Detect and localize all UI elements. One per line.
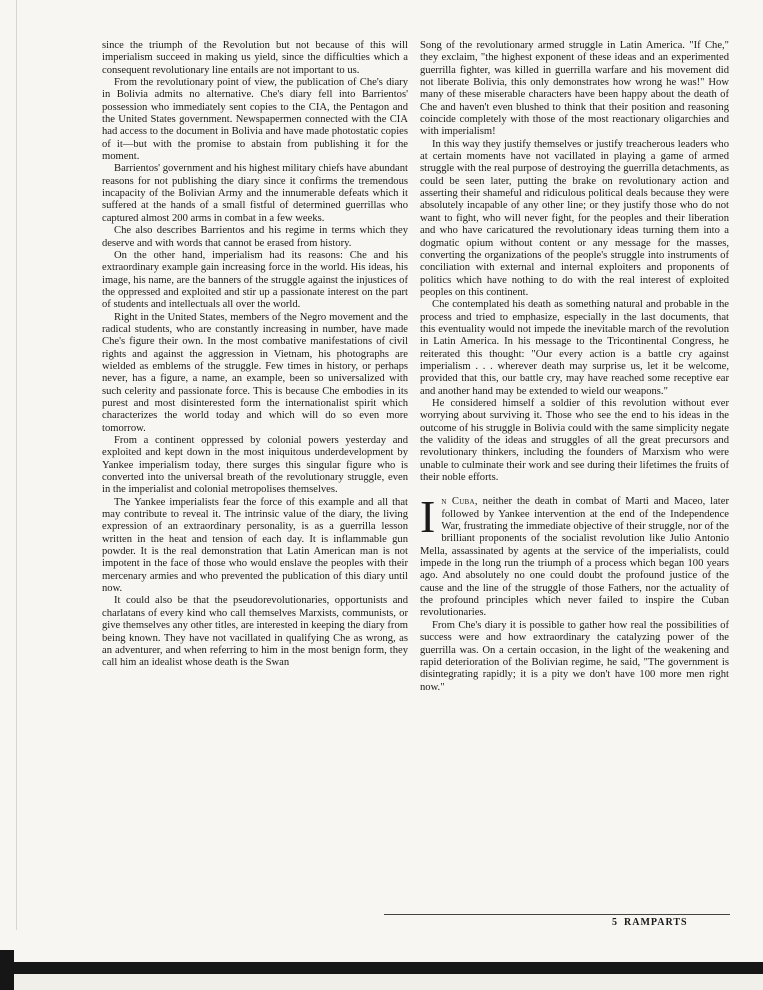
left-paragraph-3: Barrientos' government and his highest military chiefs have abundant reasons for not publishing the diary since it confirms the tremendous incapacity of the Bolivian Army and the innumerable defeats which it suffered at the hands of a small fistful of determined guerrillas who captured almost 200 arms in combat in a few weeks. bbox=[102, 163, 408, 224]
left-column bbox=[102, 40, 408, 670]
left-paragraph-1: since the triumph of the Revolution but not because of this will imperialism succeed in making us yield, since the difficulties which a consequent revolutionary line entails are not important to us. bbox=[102, 40, 408, 76]
section-lead-smallcaps: n Cuba, bbox=[441, 496, 478, 508]
right-paragraph-3: Che contemplated his death as something natural and probable in the process and tried to emphasize, especially in the last documents, that this eventuality would not impede the inevitable march of the revolution in Latin America. In his message to the Tricontinental Congress, he reiterated this thought: "Our every action is a battle cry against imperialism . . . wherever death may surprise us, let it be welcome, provided that this, our battle cry, may have reached some receptive ear and another hand may be extended to wield our weapons." bbox=[420, 299, 729, 397]
section-lead-text: neither the death in combat of Marti and Maceo, later followed by Yankee intervention at the end of the Independence War, frustrating the immediate objective of their struggle, nor of the brilliant proponents of the socialist revolution like Julio Antonio Mella, assassinated by agents at the service of the imperialists, could impede in the long run the triumph of a process which began 100 years ago. And absolutely no one could doubt the profound justice of the cause and the line of the struggle of those Fathers, nor the actuality of the profound principles which never failed to inspire the Cuban revolutionaries. bbox=[420, 496, 729, 619]
page-number: 5 bbox=[612, 917, 618, 928]
left-paragraph-2: From the revolutionary point of view, the publication of Che's diary in Bolivia admits no alternative. Che's diary fell into Barrientos' possession who immediately sent copies to the CIA, the Pentagon and the United States government. Newspapermen connected with the CIA had access to the document in Bolivia and have made photostatic copies of it—but with the promise to abstain from publishing it for the moment. bbox=[102, 77, 408, 163]
right-paragraph-2: In this way they justify themselves or justify treacherous leaders who at certain moments have not vacillated in playing a game of armed struggle with the real purpose of destroying the guerrilla detachments, as could be seen later, putting the brake on revolutionary action and asserting their shameful and ridiculous political deals because they were absolutely incapable of any other line; or they justify those who do not want to fight, who will never fight, for the peoples and their liberation and who have caricatured the revolutionary ideas turning them into a dogmatic opium without content or any message for the masses, converting the organizations of the people's struggle into instruments of conciliation with external and internal exploiters and proponents of politics which have nothing to do with the real interest of exploited peoples on this continent. bbox=[420, 138, 729, 298]
footer-rule bbox=[384, 914, 730, 915]
right-column bbox=[420, 40, 729, 694]
section-lead-paragraph bbox=[420, 491, 729, 619]
scan-bottom-edge bbox=[0, 974, 763, 990]
section-paragraph-2: From Che's diary it is possible to gather how real the possibilities of success were and how extraordinary the catalyzing power of the guerrilla was. On a certain occasion, in the light of the weakening and rapid deterioration of the Bolivian regime, he said, "The government is disintegrating rapidly; it is a pity we don't have 100 more men right now." bbox=[420, 619, 729, 693]
left-paragraph-9: It could also be that the pseudorevolutionaries, opportunists and charlatans of every kind who call themselves Marxists, communists, or give themselves any other titles, are interested in keeping the diary from being known. They have not vacillated in qualifying Che as wrong, as an adventurer, and when referring to him in the most benign form, they call him an idealist whose death is the Swan bbox=[102, 595, 408, 669]
right-paragraph-4: He considered himself a soldier of this revolution without ever worrying about surviving it. Those who see the end to his ideas in the outcome of his struggle in Bolivia could with the same simplicity negate the validity of the ideas and struggles of all the great precursors and revolutionary thinkers, including the founders of Marxism who were unable to culminate their work and see during their lifetimes the fruits of their noble efforts. bbox=[420, 397, 729, 484]
right-paragraph-1: Song of the revolutionary armed struggle in Latin America. "If Che," they exclaim, "the highest exponent of these ideas and an experimented guerrilla fighter, was killed in guerrilla warfare and his movement did not liberate Bolivia, this only demonstrates how wrong he was!" How many of these miserable characters have been happy about the death of Che and haven't even blushed to think that their position and reasoning coincide completely with those of the most reactionary oligarchies and with imperialism! bbox=[420, 40, 729, 138]
left-paragraph-5: On the other hand, imperialism had its reasons: Che and his extraordinary example gain increasing force in the world. His ideas, his image, his name, are the banners of the struggle against the injustices of the oppressed and exploited and stir up a passionate interest on the part of students and intellectuals all over the world. bbox=[102, 249, 408, 311]
publication-name: RAMPARTS bbox=[624, 917, 688, 928]
scan-edge-shadow bbox=[16, 0, 17, 930]
scan-bottom-bar bbox=[0, 962, 763, 974]
drop-cap: I bbox=[420, 491, 436, 543]
left-paragraph-6: Right in the United States, members of the Negro movement and the radical students, who are constantly increasing in number, have made Che's figure their own. In the most combative manifestations of civil rights and against the aggression in Vietnam, his photographs are wielded as emblems of the struggle. Few times in history, or perhaps never, has a figure, a name, an example, been so universalized with such celerity and passionate force. This is because Che embodies in its purest and most disinterested form the internationalist spirit which characterizes the world today and which will do so even more tomorrow. bbox=[102, 311, 408, 434]
left-paragraph-7: From a continent oppressed by colonial powers yesterday and exploited and kept down in the most iniquitous underdevelopment by Yankee imperialism today, there surges this singular figure who is converted into the universal breath of the revolutionary struggle, even in the imperialist and colonial metropolises themselves. bbox=[102, 435, 408, 496]
cuba-section bbox=[420, 491, 729, 694]
left-paragraph-4: Che also describes Barrientos and his regime in terms which they deserve and with words that cannot be erased from history. bbox=[102, 225, 408, 249]
scan-left-bar bbox=[0, 950, 14, 990]
left-paragraph-8: The Yankee imperialists fear the force of this example and all that may contribute to reveal it. The intrinsic value of the diary, the living expression of an extraordinary personality, is as a guerrilla lesson written in the heat and tension of each day. It is inflammable gun powder. It is the real demonstration that Latin American man is not impotent in the face of those who would enslave the peoples with their mercenary armies and who prevented the publication of this diary until now. bbox=[102, 496, 408, 595]
page-footer bbox=[612, 917, 688, 928]
